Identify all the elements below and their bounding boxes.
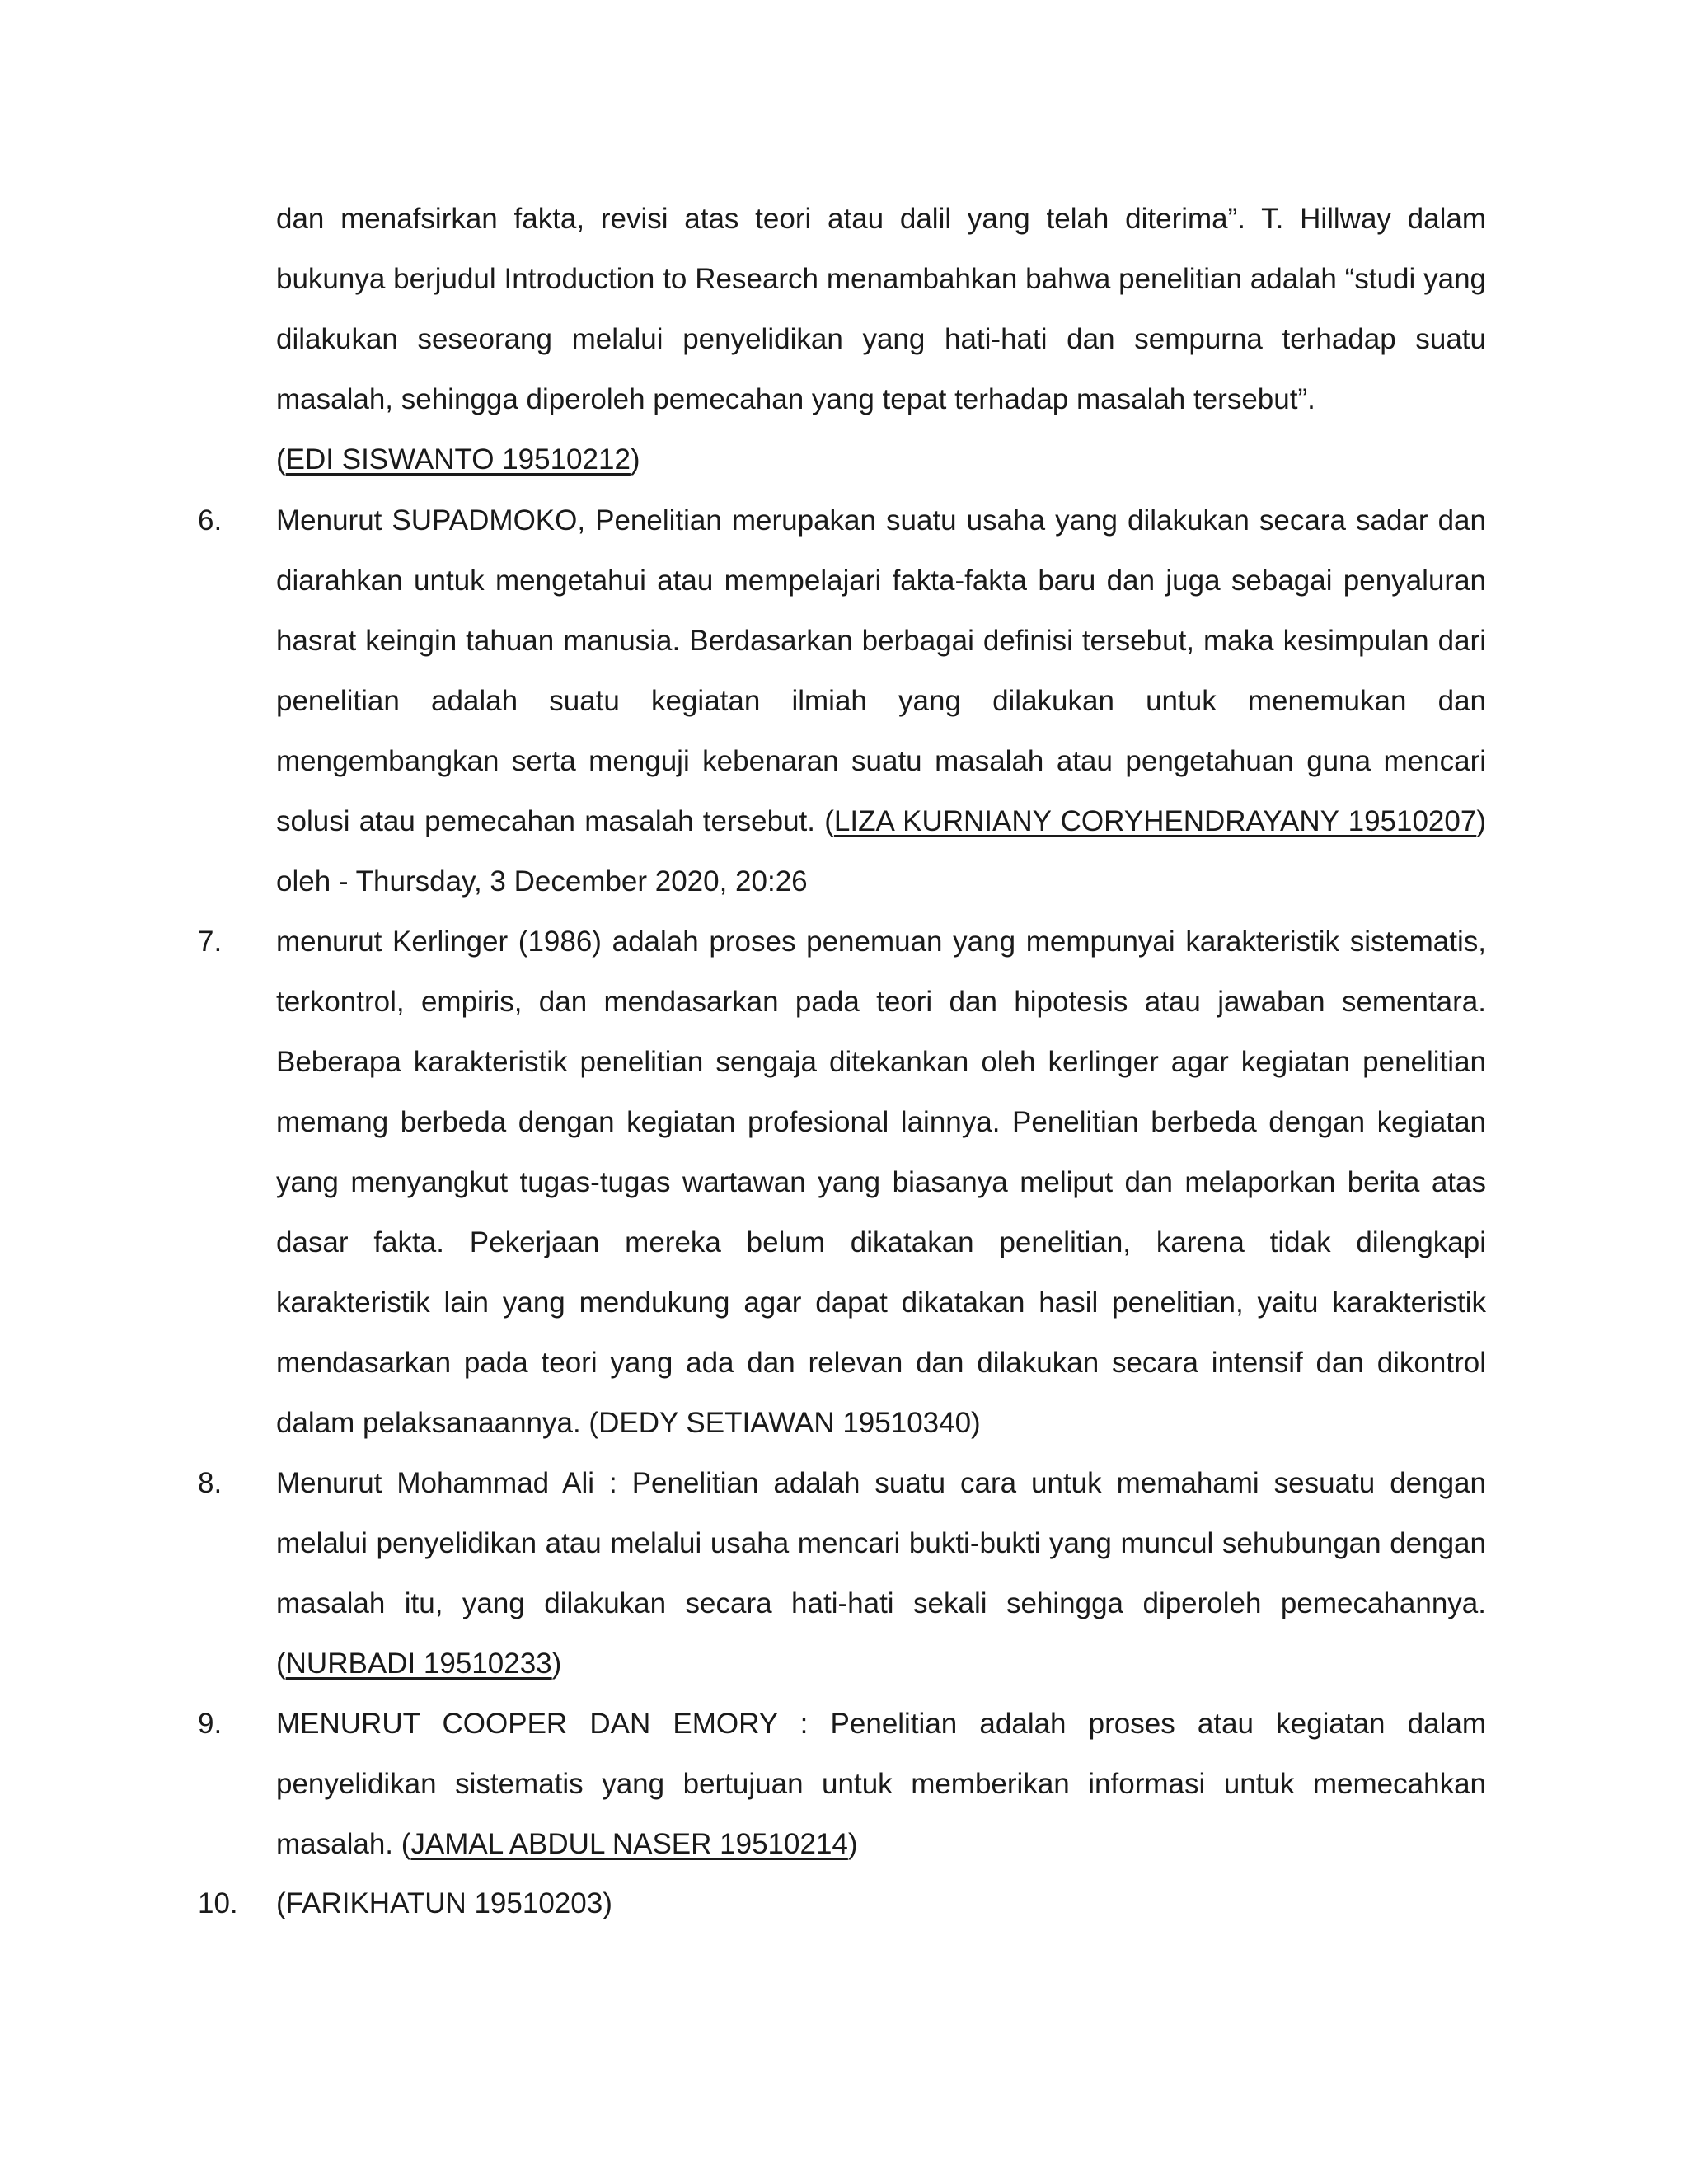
list-item-citation: JAMAL ABDUL NASER 19510214: [410, 1828, 848, 1860]
list-item-body: [276, 1453, 1486, 1694]
list-item-citation: LIZA KURNIANY CORYHENDRAYANY 19510207: [833, 805, 1477, 837]
list-item-7: [198, 912, 1486, 1453]
list-item-body: [276, 1873, 1486, 1933]
list-item-body: [276, 1694, 1486, 1874]
list-number: 7.: [198, 926, 223, 958]
list-item-text: Menurut Mohammad Ali : Penelitian adalah suatu cara untuk memahami sesuatu dengan melalui penyelidikan atau melalui usaha mencari bukti-bukti yang muncul sehubungan dengan masalah itu, yang dilakukan secara hati-hati sekali sehingga diperoleh pemecahannya. (: [276, 1467, 1486, 1680]
list-number: 10.: [198, 1887, 238, 1919]
list-item-6: [198, 490, 1486, 912]
list-number: 6.: [198, 504, 223, 537]
list-item-body: [276, 912, 1486, 1453]
lead-cite-close: ): [630, 443, 640, 476]
list-item-tail: ): [551, 1647, 562, 1680]
lead-citation: EDI SISWANTO 19510212: [285, 443, 631, 476]
lead-cite-open: (: [276, 443, 286, 476]
lead-paragraph: [276, 189, 1486, 490]
list-number: 8.: [198, 1467, 223, 1499]
list-item-text: menurut Kerlinger (1986) adalah proses penemuan yang mempunyai karakteristik sistematis, terkontrol, empiris, dan mendasarkan pada teori dan hipotesis atau jawaban sementara. Beberapa karakteristik penelitian sengaja ditekankan oleh kerlinger agar kegiatan penelitian memang berbeda dengan kegiatan profesional lainnya. Penelitian berbeda dengan kegiatan yang menyangkut tugas-tugas wartawan yang biasanya meliput dan melaporkan berita atas dasar fakta. Pekerjaan mereka belum dikatakan penelitian, karena tidak dilengkapi karakteristik lain yang mendukung agar dapat dikatakan hasil penelitian, yaitu karakteristik mendasarkan pada teori yang ada dan relevan dan dilakukan secara intensif dan dikontrol dalam pelaksanaannya. (DEDY SETIAWAN 19510340): [276, 926, 1486, 1439]
list-item-body: [276, 490, 1486, 912]
list-item-8: [198, 1453, 1486, 1694]
list-item-text: MENURUT COOPER DAN EMORY : Penelitian adalah proses atau kegiatan dalam penyelidikan sistematis yang bertujuan untuk memberikan informasi untuk memecahkan masalah. (: [276, 1708, 1486, 1860]
list-item-tail: ) oleh - Thursday, 3 December 2020, 20:26: [276, 805, 1486, 898]
list-item-citation: NURBADI 19510233: [285, 1647, 552, 1680]
list-item-text: Menurut SUPADMOKO, Penelitian merupakan suatu usaha yang dilakukan secara sadar dan diarahkan untuk mengetahui atau mempelajari fakta-fakta baru dan juga sebagai penyaluran hasrat keingin tahuan manusia. Berdasarkan berbagai definisi tersebut, maka kesimpulan dari penelitian adalah suatu kegiatan ilmiah yang dilakukan untuk menemukan dan mengembangkan serta menguji kebenaran suatu masalah atau pengetahuan guna mencari solusi atau pemecahan masalah tersebut. (: [276, 504, 1486, 837]
list-item-10: [198, 1873, 1486, 1933]
list-item-tail: ): [847, 1828, 858, 1860]
list-item-9: [198, 1694, 1486, 1874]
lead-text: dan menafsirkan fakta, revisi atas teori atau dalil yang telah diterima”. T. Hillway dalam bukunya berjudul Introduction to Research menambahkan bahwa penelitian adalah “studi yang dilakukan seseorang melalui penyelidikan yang hati-hati dan sempurna terhadap suatu masalah, sehingga diperoleh pemecahan yang tepat terhadap masalah tersebut”.: [276, 203, 1486, 415]
list-item-text: (FARIKHATUN 19510203): [276, 1887, 612, 1919]
list-number: 9.: [198, 1708, 223, 1740]
